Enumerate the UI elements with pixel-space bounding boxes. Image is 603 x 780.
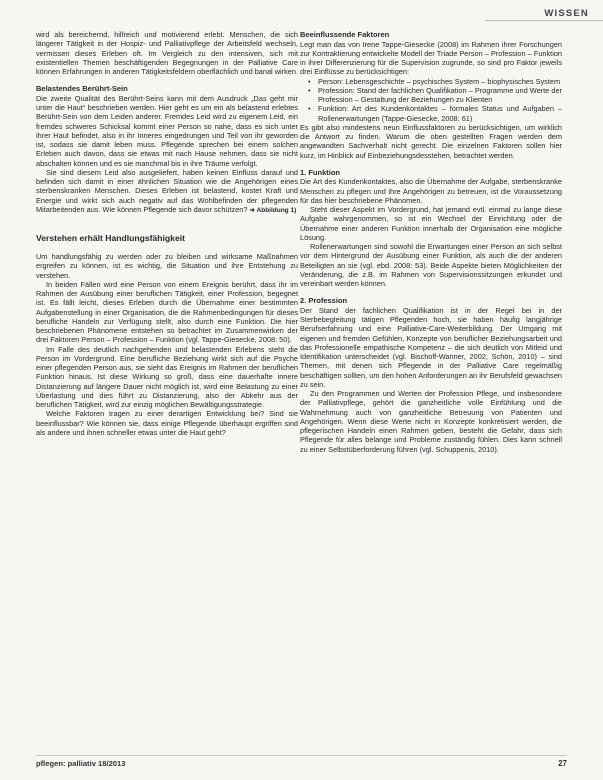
figure-reference[interactable]: ➜ Abbildung 1) <box>249 206 297 214</box>
right-column <box>300 30 562 454</box>
list-item: • Profession: Stand der fachlichen Qualifikation – Programme und Werte der Profession – Gestaltung der Beziehungen zu Klienten <box>310 86 562 105</box>
list-item: • Person: Lebensgeschichte – psychisches System – biophysisches System <box>310 77 562 86</box>
handlung-paragraph-3: Im Falle des deutlich nachgehenden und belastenden Erlebens steht die Person im Vordergrund. Eine berufliche Beziehung wirkt sich auf die Psyche einer pflegenden Person aus, sie sieht das Ereignis im Rahmen der beruflichen Funktion hinaus. Ist diese Wirkung so groß, dass eine dauerhafte innere Distanzierung auf längere Dauer nicht möglich ist, wird eine Belastung zu einer Überlastung und dies führt zu Distanzierung, also der Abkehr aus der beruflichen Tätigkeit, wird zur einzig möglichen Bewältigungsstrategie. <box>36 344 298 409</box>
handlung-paragraph-2: In beiden Fällen wird eine Person von einem Ereignis berührt, dass ihr im Rahmen der Ausübung einer beruflichen Tätigkeit, einer Profession, begegnet ist. Es fällt leicht, dieses Erleben durch die Übernahme einer bestimmten Aufgabenstellung in einer Organisation, die die Rahmenbedingungen für dieses berufliche Handeln zur Verfügung stellt, also durch eine Funktion. Die hier beschriebenen Phänomene entstehen so betrachtet im Zusammenwirken der drei Faktoren Person – Profession – Funktion (vgl. Tappe-Giesecke, 2008: 50). <box>36 279 298 345</box>
profession-paragraph-1: Der Stand der fachlichen Qualifikation ist in der Regel bei in der Sterbebegleitung tätigen Pflegenden hoch, sie haben häufig langjährige Berufserfahrung und eine Palliative-Care-Weiterbildung. Der Umgang mit eigenen und fremden Gefühlen, Konzepte von beruflicher Beziehungsarbeit und das Professionelle empathische Kompetenz – die sich deutlich von Mitleid und Identifikation unterscheidet (vgl. Bischoff-Wanner, 2002; Schön, 2010) – sind Themen, mit denen sich Pflegende in der Palliative Care regelmäßig beschäftigen sollten, um den hohen Anforderungen an ihr Berufsfeld gewachsen zu sein. <box>300 305 562 389</box>
page-number: 27 <box>558 759 567 768</box>
heading-belastendes-beruehrt-sein: Belastendes Berührt-Sein <box>36 84 128 94</box>
funktion-paragraph-2: Steht dieser Aspekt im Vordergrund, hat jemand evtl. einmal zu lange diese Aufgabe wahrgenommen, so ist ein Wechsel der Einrichtung oder die Übernahme einer anderen Funktion innerhalb der Organisation eine mögliche Lösung. <box>300 205 562 242</box>
list-item: • Funktion: Art des Kundenkontaktes – formales Status und Aufgaben – Rollenerwartungen (Tappe-Giesecke, 2008: 61) <box>310 104 562 123</box>
beruehrt-paragraph-1: Die zweite Qualität des Berührt-Seins kann mit dem Ausdruck „Das geht mir unter die Haut“ beschrieben werden. Hier geht es um ein als belastend erlebtes Berührt-Sein von dem Leiden anderer. Fremdes Leid wird zu eigenem Leid, ein fremdes schweres Schicksal kommt einer Person so nahe, dass es sich unter ihrer Haut befindet, also in ihr Inneres eingedrungen und Teil von ihr geworden ist, sodass sie damit leben muss. Pflegende sprechen bei einem solchen Erleben auch davon, dass sie etwas mit nach Hause nehmen, dass sie nicht abschalten können und es sie manchmal bis in ihre Träume verfolgt. <box>36 93 298 168</box>
handlung-paragraph-4: Welche Faktoren tragen zu einer derartigen Entwicklung bei? Sind sie beeinflussbar? Wie können sie, dass einige Pflegende überhaupt ergriffen sind als andere und ihnen schneller etwas unter die Haut geht? <box>36 409 298 437</box>
journal-footer: pflegen: palliativ 18/2013 <box>36 759 126 768</box>
footer-rule <box>36 755 567 756</box>
funktion-paragraph-3: Rollenerwartungen sind sowohl die Erwartungen einer Person an sich selbst vor dem Hintergrund der Ausübung einer Funktion, als auch die der anderen Beteiligten an sie (vgl. ebd. 2008: 53). Beide Aspekte bieten Möglichkeiten der Veränderung, die z.B. im Rahmen von Supervisionssitzungen erkundet und vereinbart werden können. <box>300 242 562 288</box>
intro-paragraph: wird als bereichernd, hilfreich und motivierend erlebt. Menschen, die sich längerer Tätigkeit in der Hospiz- und Palliativpflege der Arbeitsfeld wechseln, vermissen dieses Erleben oft. Im Vergleich zu den intensiven, sich mit existentiellen Themen beschäftigenden Begegnungen in der Palliative Care können Erfahrungen in anderen Tätigkeitsfeldern oberflächlich und banal wirken. <box>36 30 298 76</box>
page-header <box>0 0 603 22</box>
faktoren-list <box>300 77 562 123</box>
heading-funktion: 1. Funktion <box>300 167 340 177</box>
header-rule <box>485 20 603 21</box>
heading-beeinflussende-faktoren: Beeinflussende Faktoren <box>300 30 390 39</box>
heading-profession: 2. Profession <box>300 296 348 306</box>
funktion-paragraph-1: Die Art des Kundenkontaktes, also die Übernahme der Aufgabe, sterbenskranke Menschen zu pflegen und ihre Angehörigen zu betreuen, ist die Voraussetzung für das hier beschriebene Phänomen. <box>300 177 562 205</box>
section-label: WISSEN <box>544 8 589 19</box>
heading-verstehen: Verstehen erhält Handlungsfähigkeit <box>36 233 185 243</box>
handlung-paragraph-1: Um handlungsfähig zu werden oder zu bleiben und wirksame Maßnahmen ergreifen zu können, ist es wichtig, die Situation und ihre Entstehung zu verstehen. <box>36 252 298 280</box>
faktoren-paragraph-2: Es gibt also mindestens neun Einflussfaktoren zu berücksichtigen, um wirklich die Antwort zu finden. Warum die oben gestellten Fragen werden dem angewandten Sachverhalt nicht gerecht. Die einzelnen Faktoren sollen hier kurz, im Hinblick auf Einbeziehungsdesstehen, betrachtet werden. <box>300 122 562 160</box>
faktoren-paragraph-1: Legt man das von Irene Tappe-Giesecke (2008) im Rahmen ihrer Forschungen zur Kontraktierung entwickelte Modell der Triade Person – Profession – Funktion in ihrer Differenzierung für die Supervision zugrunde, so sind pro Faktor jeweils drei Einflüsse zu berücksichtigen: <box>300 39 562 77</box>
left-column <box>36 30 298 437</box>
beruehrt-paragraph-2: Sie sind diesem Leid also ausgeliefert, haben keinen Einfluss darauf und befinden sich damit in einer ähnlichen Situation wie die Angehörigen eines sterbenskranken Menschen. Dieses Erleben ist belastend, kostet Kraft und Energie und wirkt sich auch negativ auf das Wohlbefinden der pflegenden Mitarbeitenden aus. Wie können Pflegende sich davor schützen? ➜ Abbildung 1) <box>36 167 298 214</box>
profession-paragraph-2: Zu den Programmen und Werten der Profession Pflege, und insbesondere der Palliativpflege, gehört die ganzheitliche volle Einfühlung und die Wahrnehmung auch von ganzheitliche Betreuung von Patienten und Angehörigen. Wenn diese Werte nicht in Konzepte konkretisiert werden, die pflegerischen Handeln einen Rahmen geben, besteht die Gefahr, dass sich Pflegende für alles belange und Probleme zuständig fühlen. Dies kann schnell zu einer Selbstüberforderung führen (vgl. Schuppenis, 2010). <box>300 389 562 454</box>
